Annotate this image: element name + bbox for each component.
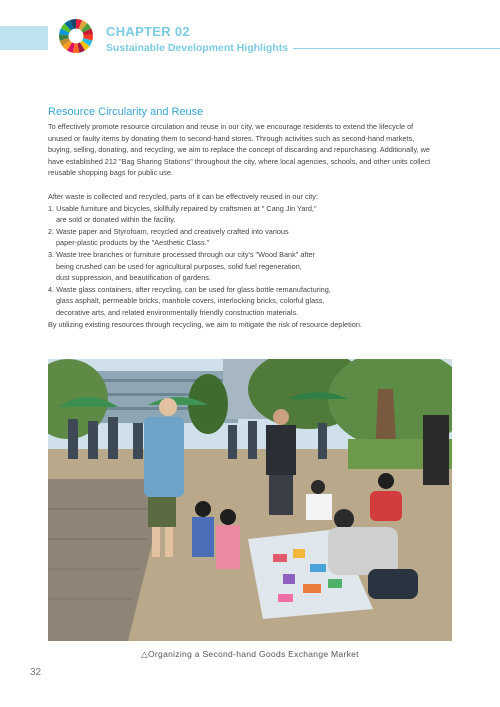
- list-item-line: glass asphalt, permeable bricks, manhole covers, interlocking bricks, colorful glass,: [56, 296, 325, 306]
- sdg-wheel-icon: [58, 18, 94, 54]
- list-item-line: are sold or donated within the facility.: [56, 215, 176, 225]
- header-accent-band: [0, 26, 48, 50]
- page-number: 32: [30, 667, 42, 678]
- intro-line: have established 212 "Bag Sharing Stations" throughout the city, where local agencies, schools, and other units collect: [48, 156, 431, 166]
- list-item: [48, 249, 458, 284]
- list-item-line: decorative arts, and related environmentally friendly construction materials.: [56, 307, 299, 317]
- list-item: [48, 284, 458, 319]
- reuse-list-block: [48, 191, 458, 330]
- list-item-line: 4. Waste glass containers, after recycling, can be used for glass bottle remanufacturing,: [48, 284, 331, 294]
- list-item-line: being crushed can be used for agricultural purposes, solid fuel regeneration,: [56, 261, 302, 271]
- intro-line: reusable shopping bags for public use.: [48, 168, 173, 178]
- section-title: Resource Circularity and Reuse: [48, 106, 204, 118]
- list-item: [48, 226, 458, 249]
- list-item-line: 3. Waste tree branches or furniture processed through our city's "Wood Bank" after: [48, 249, 315, 259]
- closing-sentence: By utilizing existing resources through recycling, we aim to mitigate the risk of resource depletion.: [48, 319, 362, 329]
- market-photo: [48, 359, 452, 641]
- photo-caption: △Organizing a Second-hand Goods Exchange Market: [141, 649, 359, 659]
- intro-line: To effectively promote resource circulation and reuse in our city, we encourage residents to extend the lifecycle of: [48, 122, 414, 131]
- list-intro: After waste is collected and recycled, parts of it can be effectively reused in our city:: [48, 192, 318, 201]
- chapter-subtitle: Sustainable Development Highlights: [106, 42, 289, 54]
- list-item-line: 2. Waste paper and Styrofoam, recycled and creatively crafted into various: [48, 226, 289, 236]
- list-item-line: dust suppression, and beautification of gardens.: [56, 273, 211, 283]
- list-item: [48, 203, 458, 226]
- header-rule: [293, 48, 500, 49]
- list-item-line: 1. Usable furniture and bicycles, skillfully repaired by craftsmen at " Cang Jin Yard,": [48, 203, 317, 213]
- intro-line: unused or faulty items by donating them to second-hand stores. Through activities such as second-hand markets,: [48, 133, 415, 143]
- list-item-line: paper-plastic products by the "Aesthetic Class.": [56, 238, 210, 248]
- chapter-title: CHAPTER 02: [106, 24, 190, 39]
- intro-line: buying, selling, donating, and recycling, we aim to replace the concept of discarding and repurchasing. Additionally, we: [48, 145, 430, 155]
- market-photo-illustration: [48, 359, 452, 641]
- intro-paragraph: [48, 121, 458, 179]
